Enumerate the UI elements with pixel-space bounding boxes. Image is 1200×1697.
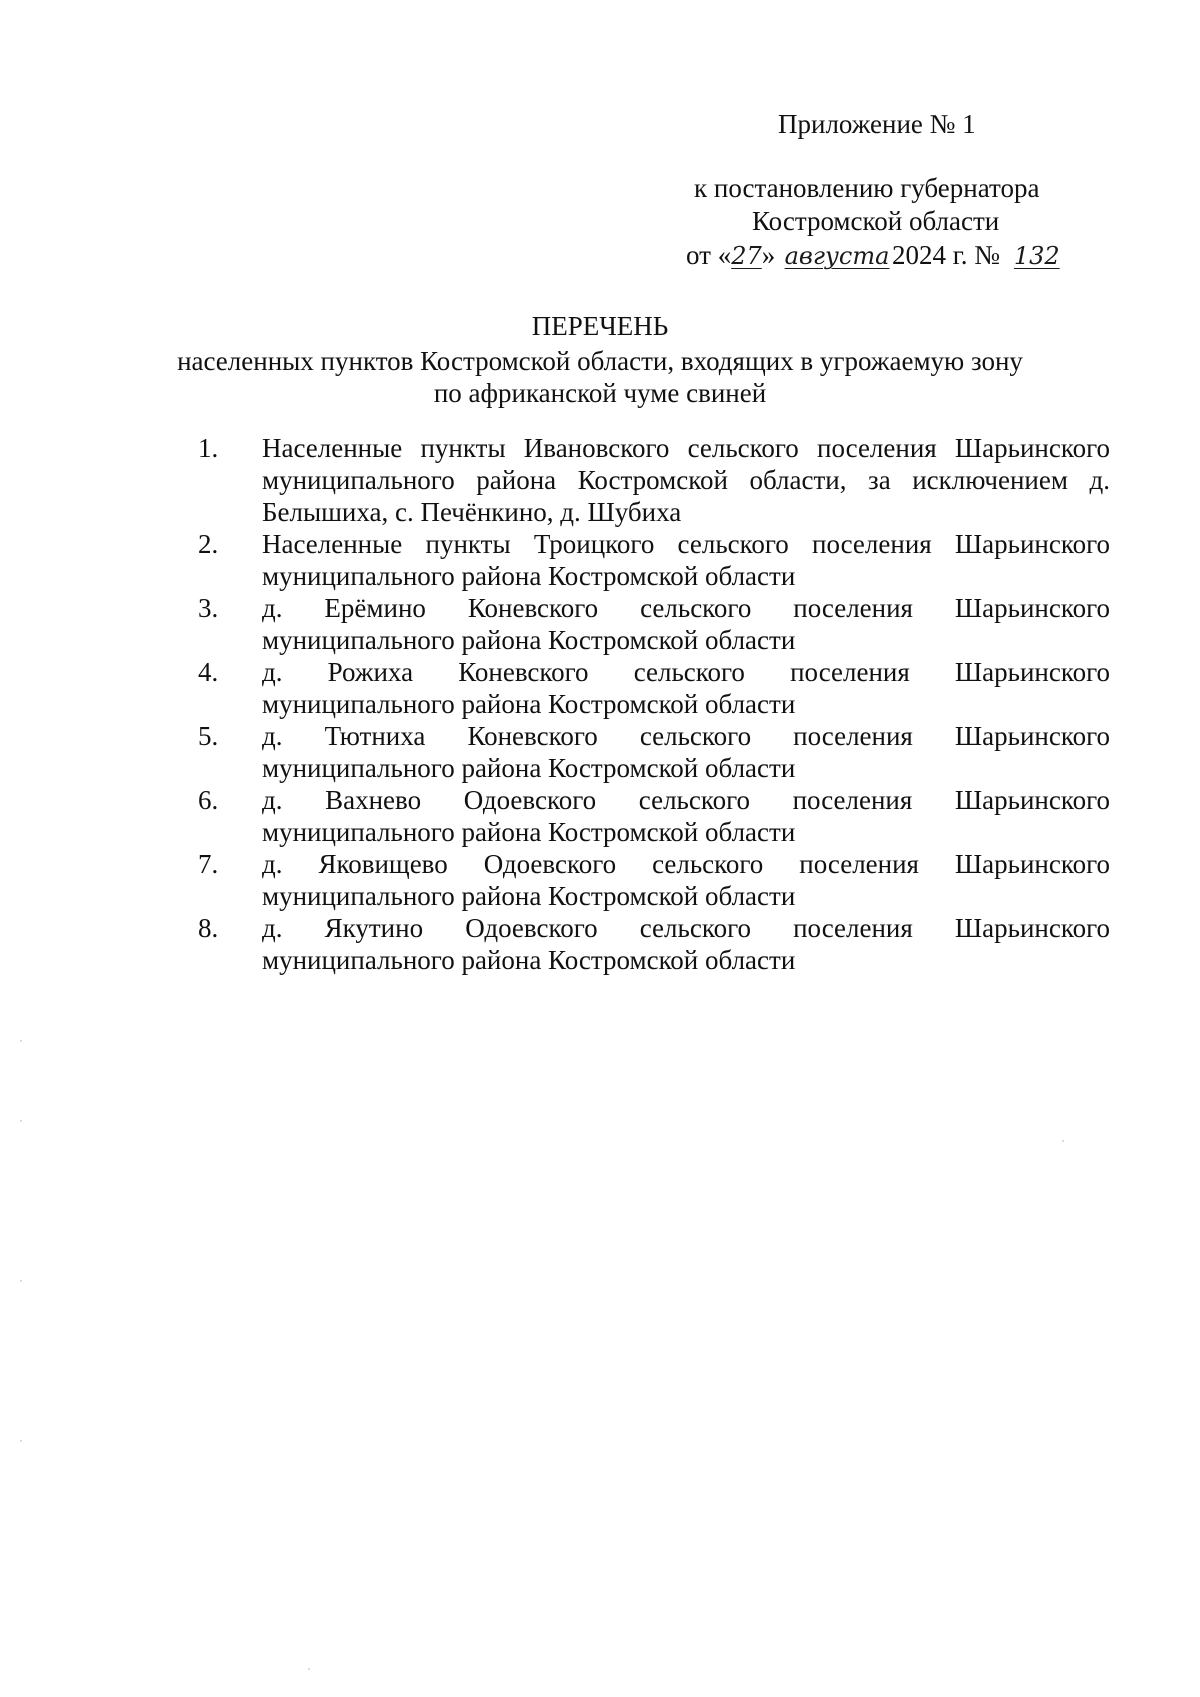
item-text: д. Яковищево Одоевского сельского поселения Шарьинского муниципального района Костромской области bbox=[262, 849, 1110, 911]
item-number: 1. bbox=[198, 433, 219, 463]
item-number: 7. bbox=[198, 849, 219, 879]
item-number: 2. bbox=[198, 529, 219, 559]
list-subtitle-line1: населенных пунктов Костромской области, входящих в угрожаемую зону bbox=[177, 346, 1023, 376]
decree-date-line bbox=[686, 239, 1067, 273]
item-text: д. Рожиха Коневского сельского поселения Шарьинского муниципального района Костромской области bbox=[262, 657, 1110, 719]
scan-artifact bbox=[308, 1668, 310, 1670]
list-item bbox=[198, 528, 1110, 592]
scan-artifact bbox=[20, 1120, 22, 1122]
list-item bbox=[198, 592, 1110, 656]
item-text: д. Якутино Одоевского сельского поселения Шарьинского муниципального района Костромской области bbox=[262, 913, 1110, 975]
decree-reference-line1: к постановлению губернатора bbox=[694, 173, 1040, 203]
scan-artifact bbox=[20, 1280, 22, 1282]
item-number: 5. bbox=[198, 721, 219, 751]
item-number: 4. bbox=[198, 657, 219, 687]
date-year: 2024 г. № bbox=[892, 240, 1001, 270]
list-item bbox=[198, 656, 1110, 720]
list-item bbox=[198, 848, 1110, 912]
scan-artifact bbox=[20, 1440, 22, 1442]
list-title: ПЕРЕЧЕНЬ bbox=[531, 311, 669, 341]
item-text: Населенные пункты Троицкого сельского поселения Шарьинского муниципального района Костромской области bbox=[262, 529, 1110, 591]
appendix-title: Приложение № 1 bbox=[778, 109, 976, 139]
date-prefix: от « bbox=[686, 240, 732, 270]
scan-artifact bbox=[1062, 1140, 1064, 1142]
item-number: 3. bbox=[198, 593, 219, 623]
list-item bbox=[198, 720, 1110, 784]
list-subtitle-line2: по африканской чуме свиней bbox=[433, 378, 767, 408]
item-text: Населенные пункты Ивановского сельского поселения Шарьинского муниципального района Костромской области, за исключением д. Белышиха, с. Печёнкино, д. Шубиха bbox=[262, 433, 1110, 527]
decree-reference-line2: Костромской области bbox=[752, 206, 1000, 236]
item-text: д. Тютниха Коневского сельского поселения Шарьинского муниципального района Костромской области bbox=[262, 721, 1110, 783]
handwritten-decree-number: 132 bbox=[1013, 242, 1060, 270]
item-number: 6. bbox=[198, 785, 219, 815]
list-item bbox=[198, 432, 1110, 528]
date-mid: » bbox=[761, 240, 776, 270]
handwritten-day: 27 bbox=[731, 242, 762, 270]
settlements-list bbox=[198, 432, 1110, 976]
item-text: д. Вахнево Одоевского сельского поселения Шарьинского муниципального района Костромской области bbox=[262, 785, 1110, 847]
handwritten-month: августа bbox=[784, 242, 890, 270]
scan-artifact bbox=[20, 1040, 22, 1042]
item-text: д. Ерёмино Коневского сельского поселения Шарьинского муниципального района Костромской области bbox=[262, 593, 1110, 655]
item-number: 8. bbox=[198, 913, 219, 943]
list-item bbox=[198, 912, 1110, 976]
list-item bbox=[198, 784, 1110, 848]
